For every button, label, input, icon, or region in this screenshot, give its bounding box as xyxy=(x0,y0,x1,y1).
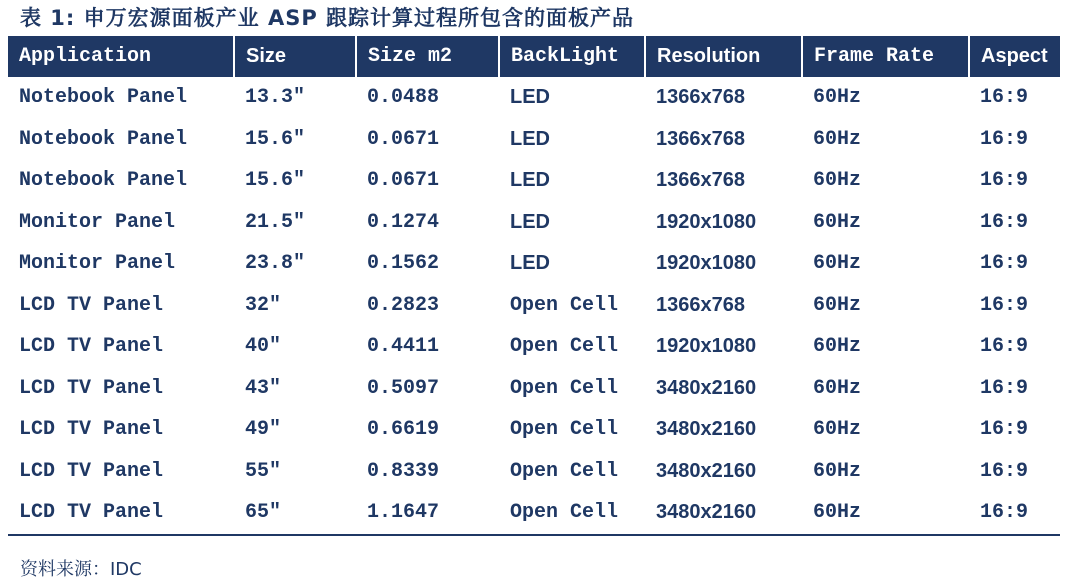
cell-backlight: Open Cell xyxy=(499,492,645,535)
cell-size-m2: 0.1274 xyxy=(367,210,440,234)
cell-resolution: 1920x1080 xyxy=(656,252,757,275)
cell-resolution: 1920x1080 xyxy=(656,335,757,358)
cell-resolution: 3480x2160 xyxy=(645,492,802,535)
table-row xyxy=(8,326,1060,368)
table-row xyxy=(8,409,1060,451)
cell-frame-rate: 60Hz xyxy=(813,418,862,442)
cell-frame-rate: 60Hz xyxy=(813,169,862,193)
cell-resolution: 3480x2160 xyxy=(656,418,757,441)
cell-size-m2: 0.4411 xyxy=(367,335,440,359)
cell-size: 32" xyxy=(245,293,282,317)
table-row xyxy=(8,243,1060,285)
header-row xyxy=(8,36,1060,77)
cell-size: 15.6" xyxy=(245,169,306,193)
table-row xyxy=(8,202,1060,244)
cell-aspect: 16:9 xyxy=(980,418,1029,442)
cell-backlight: Open Cell xyxy=(510,376,619,400)
cell-size: 40" xyxy=(245,335,282,359)
cell-frame-rate: 60Hz xyxy=(813,127,862,151)
cell-size: 13.3" xyxy=(245,86,306,110)
table-row xyxy=(8,119,1060,161)
header-application: Application xyxy=(8,36,234,77)
cell-backlight: Open Cell xyxy=(510,335,619,359)
cell-application: Notebook Panel xyxy=(19,169,188,193)
cell-resolution: 1366x768 xyxy=(656,169,745,192)
cell-resolution: 1366x768 xyxy=(656,293,745,316)
cell-backlight: Open Cell xyxy=(510,293,619,317)
cell-size-m2: 0.2823 xyxy=(367,293,440,317)
cell-aspect: 16:9 xyxy=(980,293,1029,317)
cell-size-m2: 0.0671 xyxy=(367,169,440,193)
cell-aspect: 16:9 xyxy=(980,335,1029,359)
cell-application: Notebook Panel xyxy=(19,127,188,151)
cell-frame-rate: 60Hz xyxy=(813,459,862,483)
header-backlight: BackLight xyxy=(499,36,645,77)
source-note: 资料来源：IDC xyxy=(20,559,142,580)
panel-products-table xyxy=(8,36,1060,536)
cell-application: Monitor Panel xyxy=(19,252,176,276)
cell-size: 15.6" xyxy=(245,127,306,151)
cell-size-m2: 0.8339 xyxy=(367,459,440,483)
cell-backlight: LED xyxy=(510,127,550,150)
cell-aspect: 16:9 xyxy=(980,252,1029,276)
cell-aspect: 16:9 xyxy=(980,127,1029,151)
cell-application: Notebook Panel xyxy=(19,86,188,110)
cell-aspect: 16:9 xyxy=(980,210,1029,234)
cell-backlight: LED xyxy=(510,86,550,109)
table-row xyxy=(8,451,1060,493)
cell-aspect: 16:9 xyxy=(980,459,1029,483)
cell-size: 23.8" xyxy=(245,252,306,276)
cell-backlight: Open Cell xyxy=(510,459,619,483)
cell-aspect: 16:9 xyxy=(980,169,1029,193)
header-aspect: Aspect xyxy=(969,36,1060,77)
cell-resolution: 3480x2160 xyxy=(656,376,757,399)
cell-resolution: 1366x768 xyxy=(656,127,745,150)
cell-backlight: LED xyxy=(510,169,550,192)
cell-application: LCD TV Panel xyxy=(19,335,164,359)
header-resolution: Resolution xyxy=(645,36,802,77)
cell-size: 65" xyxy=(234,492,356,535)
table-title: 表 1: 申万宏源面板产业 ASP 跟踪计算过程所包含的面板产品 xyxy=(20,6,635,30)
header-size: Size xyxy=(234,36,356,77)
cell-application: Monitor Panel xyxy=(19,210,176,234)
cell-size-m2: 0.0488 xyxy=(367,86,440,110)
cell-application: LCD TV Panel xyxy=(19,376,164,400)
cell-application: LCD TV Panel xyxy=(19,459,164,483)
header-frame-rate: Frame Rate xyxy=(802,36,969,77)
cell-resolution: 3480x2160 xyxy=(656,459,757,482)
table-row xyxy=(8,368,1060,410)
table-row xyxy=(8,285,1060,327)
cell-resolution: 1366x768 xyxy=(656,86,745,109)
cell-frame-rate: 60Hz xyxy=(813,376,862,400)
table-row xyxy=(8,77,1060,119)
cell-size: 55" xyxy=(245,459,282,483)
cell-aspect: 16:9 xyxy=(980,376,1029,400)
cell-size: 49" xyxy=(245,418,282,442)
cell-frame-rate: 60Hz xyxy=(802,492,969,535)
cell-size-m2: 0.1562 xyxy=(367,252,440,276)
cell-size-m2: 1.1647 xyxy=(356,492,499,535)
cell-size-m2: 0.0671 xyxy=(367,127,440,151)
cell-aspect: 16:9 xyxy=(980,86,1029,110)
cell-backlight: LED xyxy=(510,210,550,233)
cell-backlight: Open Cell xyxy=(510,418,619,442)
cell-resolution: 1920x1080 xyxy=(656,210,757,233)
cell-frame-rate: 60Hz xyxy=(813,335,862,359)
cell-size: 43" xyxy=(245,376,282,400)
cell-aspect: 16:9 xyxy=(969,492,1060,535)
table-row xyxy=(8,160,1060,202)
header-size-m2: Size m2 xyxy=(356,36,499,77)
cell-application: LCD TV Panel xyxy=(8,492,234,535)
table-row xyxy=(8,492,1060,535)
cell-backlight: LED xyxy=(510,252,550,275)
cell-application: LCD TV Panel xyxy=(19,418,164,442)
cell-size-m2: 0.5097 xyxy=(367,376,440,400)
cell-frame-rate: 60Hz xyxy=(813,210,862,234)
cell-frame-rate: 60Hz xyxy=(813,293,862,317)
cell-size: 21.5" xyxy=(245,210,306,234)
cell-frame-rate: 60Hz xyxy=(813,252,862,276)
cell-size-m2: 0.6619 xyxy=(367,418,440,442)
cell-frame-rate: 60Hz xyxy=(813,86,862,110)
cell-application: LCD TV Panel xyxy=(19,293,164,317)
